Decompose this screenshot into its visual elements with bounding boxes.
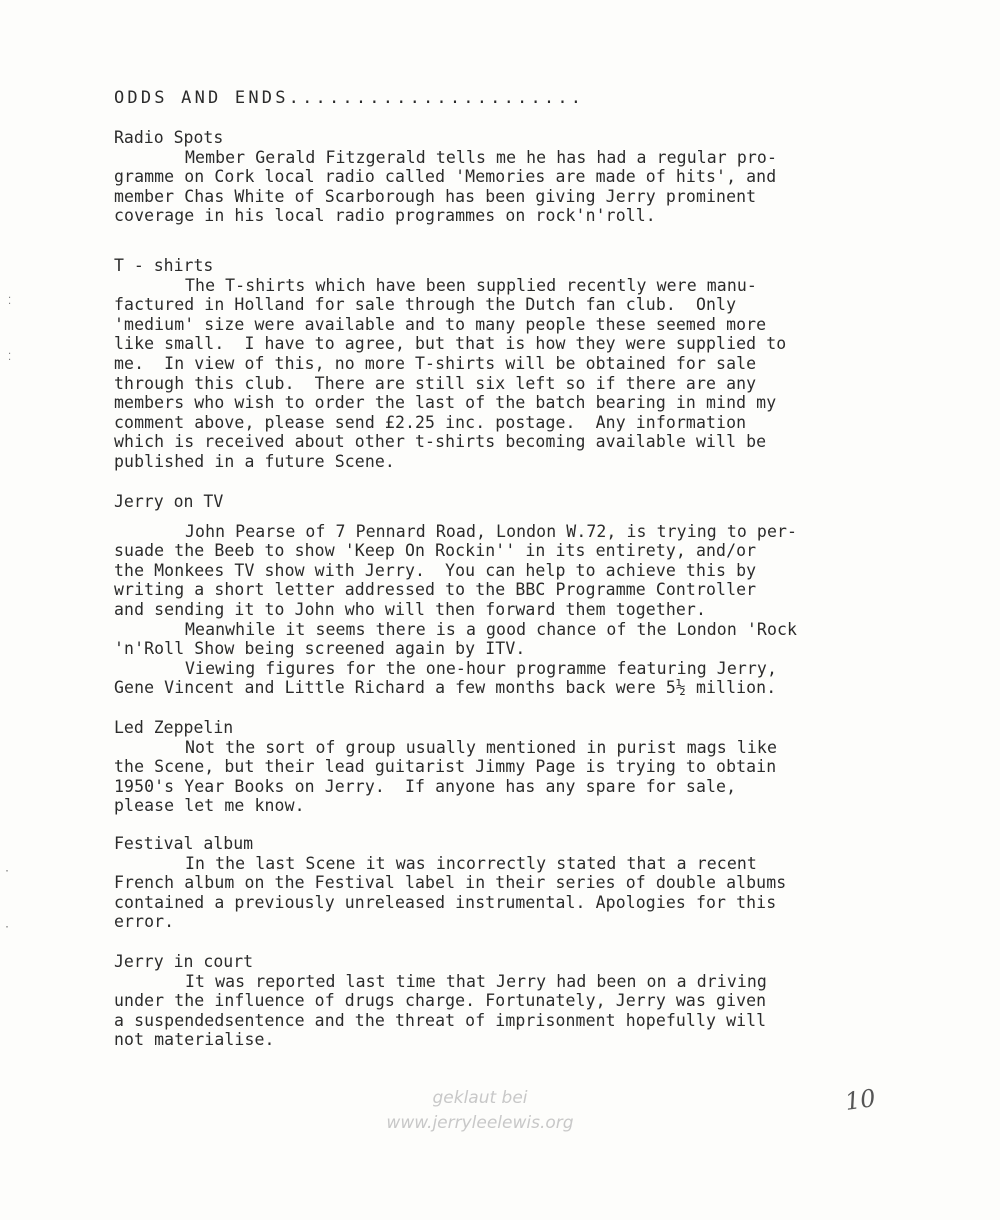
- text-line: comment above, please send £2.25 inc. postage. Any information: [114, 412, 747, 432]
- section-jerry-in-court: [114, 952, 934, 1050]
- text-line: the Monkees TV show with Jerry. You can help to achieve this by: [114, 560, 757, 580]
- text-line: gramme on Cork local radio called 'Memories are made of hits', and: [114, 167, 777, 187]
- text-line: contained a previously unreleased instrumental. Apologies for this: [114, 892, 777, 912]
- text-line: Not the sort of group usually mentioned in purist mags like: [185, 737, 777, 757]
- text-line: like small. I have to agree, but that is how they were supplied to: [114, 334, 787, 354]
- margin-dot-mark: ·: [4, 922, 11, 933]
- text-line: 'n'Roll Show being screened again by ITV.: [114, 639, 526, 659]
- watermark-url: www.jerryleelewis.org: [386, 1113, 574, 1133]
- text-line: 1950's Year Books on Jerry. If anyone has any spare for sale,: [114, 776, 737, 796]
- text-line: factured in Holland for sale through the Dutch fan club. Only: [114, 295, 737, 315]
- text-line: members who wish to order the last of the batch bearing in mind my: [114, 393, 777, 413]
- text-line: 'medium' size were available and to many people these seemed more: [114, 314, 767, 334]
- text-line: John Pearse of 7 Pennard Road, London W.72, is trying to per-: [185, 521, 798, 541]
- text-line: It was reported last time that Jerry had been on a driving: [185, 971, 767, 991]
- text-line: Gene Vincent and Little Richard a few months back were 5½ million.: [114, 678, 777, 698]
- text-line: member Chas White of Scarborough has been giving Jerry prominent: [114, 186, 757, 206]
- text-line: Meanwhile it seems there is a good chance of the London 'Rock: [185, 619, 798, 639]
- text-line: coverage in his local radio programmes on rock'n'roll.: [114, 206, 656, 226]
- text-line: published in a future Scene.: [114, 451, 395, 471]
- text-line: writing a short letter addressed to the BBC Programme Controller: [114, 580, 757, 600]
- section-led-zeppelin: [114, 718, 934, 816]
- watermark-line: geklaut bei: [432, 1088, 528, 1108]
- text-line: please let me know.: [114, 796, 305, 816]
- text-line: Member Gerald Fitzgerald tells me he has had a regular pro-: [185, 147, 777, 167]
- text-line: not materialise.: [114, 1030, 275, 1050]
- margin-dot-mark: ⁚: [8, 296, 12, 307]
- text-line: under the influence of drugs charge. Fortunately, Jerry was given: [114, 991, 767, 1011]
- page-heading: ODDS AND ENDS......................: [114, 88, 585, 108]
- text-line: which is received about other t-shirts becoming available will be: [114, 432, 767, 452]
- text-line: suade the Beeb to show 'Keep On Rockin'' in its entirety, and/or: [114, 541, 757, 561]
- section-title: Jerry in court: [114, 952, 254, 971]
- section-title: T - shirts: [114, 256, 214, 275]
- section-t-shirts: [114, 256, 934, 472]
- section-festival-album: [114, 834, 934, 932]
- section-title: Festival album: [114, 834, 254, 853]
- margin-dot-mark: ⁚: [8, 352, 12, 363]
- text-line: and sending it to John who will then forward them together.: [114, 599, 706, 619]
- text-line: In the last Scene it was incorrectly stated that a recent: [185, 853, 757, 873]
- section-radio-spots: [114, 128, 934, 226]
- section-title: Radio Spots: [114, 128, 224, 147]
- text-line: through this club. There are still six left so if there are any: [114, 373, 757, 393]
- text-line: me. In view of this, no more T-shirts will be obtained for sale: [114, 353, 757, 373]
- text-line: error.: [114, 912, 175, 932]
- section-title: Jerry on TV: [114, 492, 224, 511]
- section-jerry-on-tv: [114, 492, 934, 698]
- margin-dot-mark: ·: [4, 866, 11, 877]
- text-line: The T-shirts which have been supplied recently were manu-: [185, 275, 757, 295]
- text-line: French album on the Festival label in their series of double albums: [114, 873, 787, 893]
- section-title: Led Zeppelin: [114, 718, 234, 737]
- handwritten-page-number: 10: [843, 1084, 878, 1116]
- text-line: the Scene, but their lead guitarist Jimmy Page is trying to obtain: [114, 757, 777, 777]
- text-line: a suspendedsentence and the threat of imprisonment hopefully will: [114, 1010, 767, 1030]
- text-line: Viewing figures for the one-hour programme featuring Jerry,: [185, 658, 777, 678]
